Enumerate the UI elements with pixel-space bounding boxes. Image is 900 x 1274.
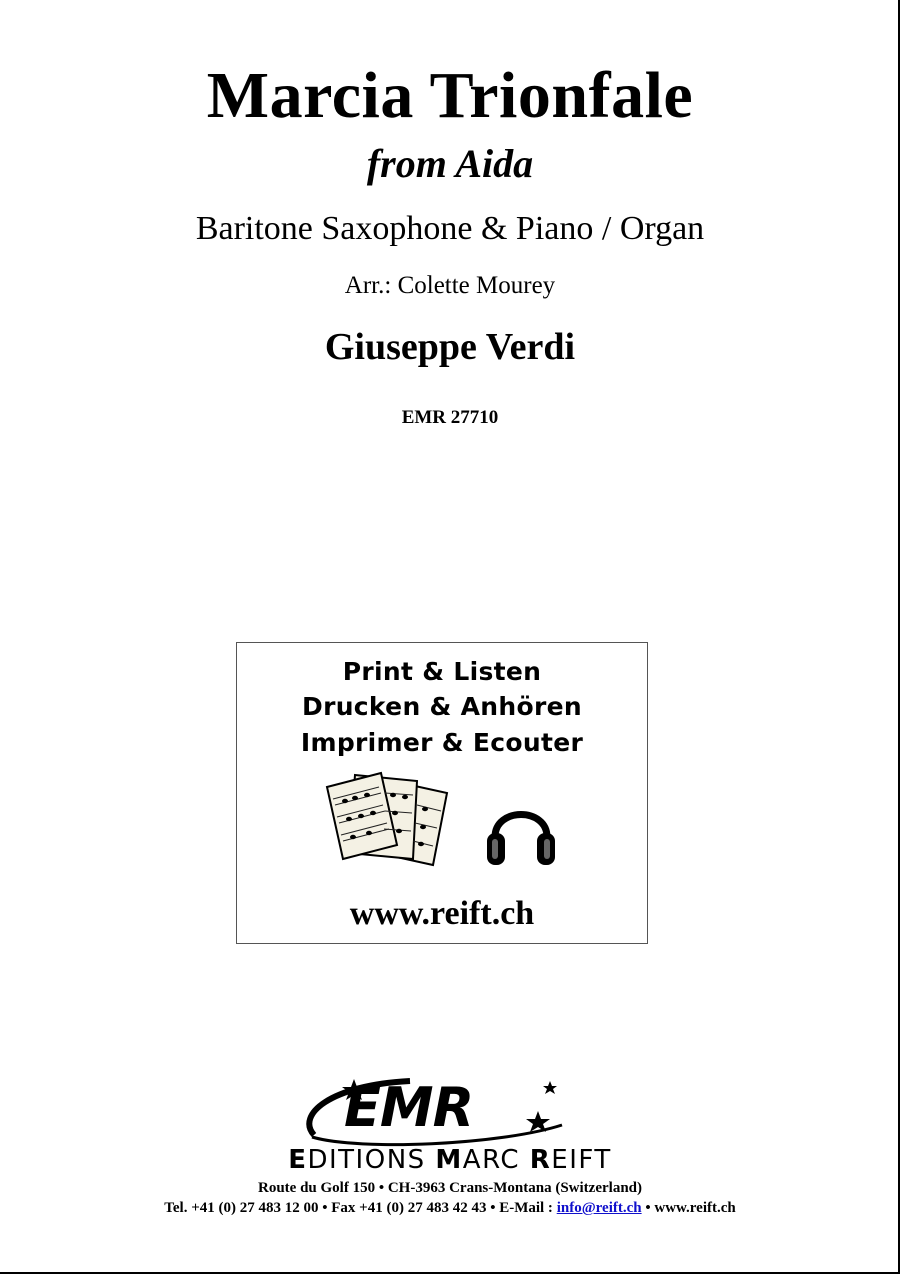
publisher-address: Route du Golf 150 • CH-3963 Crans-Montana (Switzerland) (258, 1180, 642, 1196)
score-title: Marcia Trionfale (206, 59, 694, 132)
score-subtitle: from Aida (366, 141, 534, 186)
headphones-icon (485, 793, 557, 869)
brand-rest-2: ARC (462, 1145, 530, 1175)
brand-rest-1: DITIONS (307, 1145, 436, 1175)
brand-initial-e: E (288, 1145, 308, 1175)
contact-suffix: • www.reift.ch (641, 1200, 736, 1216)
arranger: Arr.: Colette Mourey (344, 272, 556, 299)
promo-line-en: Print & Listen (342, 657, 542, 686)
brand-initial-m: M (435, 1145, 463, 1175)
promo-line-fr: Imprimer & Ecouter (300, 728, 584, 757)
publisher-name (0, 1145, 900, 1175)
print-listen-box (236, 642, 648, 944)
brand-initial-r: R (529, 1145, 552, 1175)
brand-rest-3: EIFT (551, 1145, 612, 1175)
instrumentation: Baritone Saxophone & Piano / Organ (195, 210, 705, 247)
promo-line-de: Drucken & Anhören (302, 692, 582, 721)
catalog-number: EMR 27710 (401, 407, 499, 428)
sheet-music-icon (325, 771, 457, 867)
email-link[interactable]: info@reift.ch (556, 1200, 642, 1216)
contact-prefix: Tel. +41 (0) 27 483 12 00 • Fax +41 (0) 27 483 42 43 • E-Mail : (164, 1200, 557, 1216)
promo-url[interactable]: www.reift.ch (349, 895, 535, 932)
publisher-contact (0, 1200, 900, 1217)
composer: Giuseppe Verdi (324, 326, 576, 368)
emr-logo-text: EMR (344, 1076, 474, 1139)
